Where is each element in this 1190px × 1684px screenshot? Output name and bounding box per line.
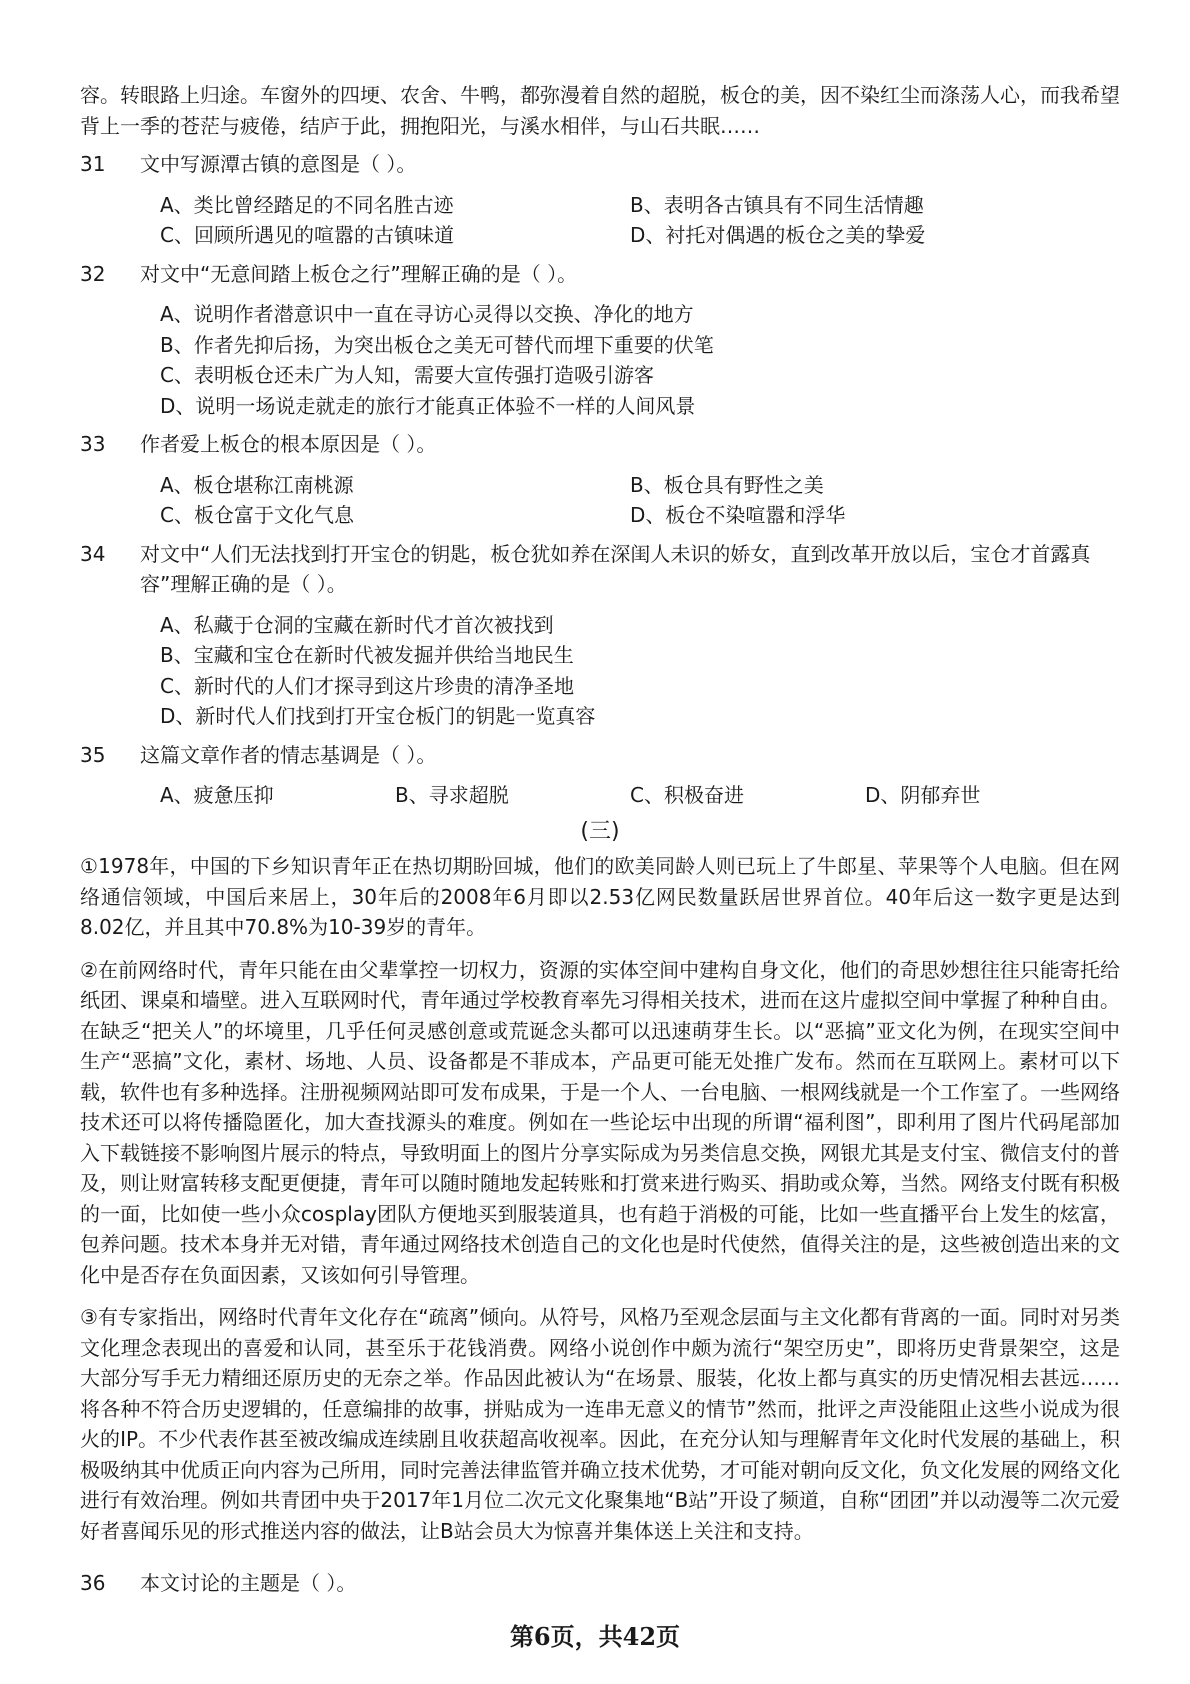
question-34 [80, 539, 1120, 600]
question-31 [80, 149, 1120, 180]
option-d: D、衬托对偶遇的板仓之美的挚爱 [630, 223, 926, 247]
passage-paragraph-2: ②在前网络时代，青年只能在由父辈掌控一切权力，资源的实体空间中建构自身文化，他们的奇思妙想往往只能寄托给纸团、课桌和墙壁。进入互联网时代，青年通过学校教育率先习得相关技术，进而在这片虚拟空间中掌握了种种自由。在缺乏“把关人”的坏境里，几乎任何灵感创意或荒诞念头都可以迅速萌芽生长。以“恶搞”亚文化为例，在现实空间中生产“恶搞”文化，素材、场地、人员、设备都是不菲成本，产品更可能无处推广发布。然而在互联网上。素材可以下载，软件也有多种选择。注册视频网站即可发布成果，于是一个人、一台电脑、一根网线就是一个工作室了。一些网络技术还可以将传播隐匿化，加大查找源头的难度。例如在一些论坛中出现的所谓“福利图”，即利用了图片代码尾部加入下载链接不影响图片展示的特点，导致明面上的图片分享实际成为另类信息交换，网银尤其是支付宝、微信支付的普及，则让财富转移支配更便捷，青年可以随时随地发起转账和打赏来进行购买、捐助或众筹，当然。网络支付既有积极的一面，比如使一些小众cosplay团队方便地买到服装道具，也有趋于消极的可能，比如一些直播平台上发生的炫富，包养问题。技术本身并无对错，青年通过网络技术创造自己的文化也是时代使然，值得关注的是，这些被创造出来的文化中是否存在负面因素，又该如何引导管理。 [80, 957, 1120, 1287]
option-c: C、表明板仓还未广为人知，需要大宣传强打造吸引游客 [160, 363, 654, 387]
option-d: D、阴郁弃世 [865, 783, 981, 807]
option-b: B、作者先抑后扬，为突出板仓之美无可替代而埋下重要的伏笔 [160, 332, 714, 357]
question-33-options [80, 470, 1120, 531]
option-c: C、板仓富于文化气息 [160, 503, 354, 527]
option-b: B、板仓具有野性之美 [630, 472, 824, 497]
question-number: 36 [80, 1571, 106, 1595]
question-32 [80, 259, 1120, 290]
question-stem: 对文中“人们无法找到打开宝仓的钥匙，板仓犹如养在深闺人未识的娇女，直到改革开放以后，宝仓才首露真容”理解正确的是（ ）。 [140, 541, 1091, 596]
option-a: A、类比曾经踏足的不同名胜古迹 [160, 192, 454, 217]
option-a: A、私藏于仓洞的宝藏在新时代才首次被找到 [160, 612, 554, 637]
question-31-options [80, 190, 1120, 251]
option-d: D、板仓不染喧嚣和浮华 [630, 503, 846, 527]
question-35-options [80, 780, 1120, 811]
option-b: B、宝藏和宝仓在新时代被发掘并供给当地民生 [160, 643, 574, 667]
question-number: 31 [80, 152, 106, 176]
passage-paragraph-3: ③有专家指出，网络时代青年文化存在“疏离”倾向。从符号，风格乃至观念层面与主文化都有背离的一面。同时对另类文化理念表现出的喜爱和认同，甚至乐于花钱消费。网络小说创作中颇为流行“架空历史”，即将历史背景架空，这是大部分写手无力精细还原历史的无奈之举。作品因此被认为“在场景、服装，化妆上都与真实的历史情况相去甚远……将各种不符合历史逻辑的，任意编排的故事，拼贴成为一连串无意义的情节”然而，批评之声没能阻止这些小说成为很火的IP。不少代表作甚至被改编成连续剧且收获超高收视率。因此，在充分认知与理解青年文化时代发展的基础上，积极吸纳其中优质正向内容为己所用，同时完善法律监管并确立技术优势，才可能对朝向反文化，负文化发展的网络文化进行有效治理。例如共青团中央于2017年1月位二次元文化聚集地“B站”开设了频道，自称“团团”并以动漫等二次元爱好者喜闻乐见的形式推送内容的做法，让B站会员大为惊喜并集体送上关注和支持。 [80, 1305, 1120, 1543]
question-stem: 这篇文章作者的情志基调是（ ）。 [140, 742, 437, 767]
option-c: C、新时代的人们才探寻到这片珍贵的清净圣地 [160, 673, 574, 698]
question-number: 35 [80, 742, 106, 767]
option-c: C、回顾所遇见的喧嚣的古镇味道 [160, 223, 454, 247]
option-a: A、板仓堪称江南桃源 [160, 472, 354, 497]
option-d: D、说明一场说走就走的旅行才能真正体验不一样的人间风景 [160, 393, 696, 418]
option-c: C、积极奋进 [630, 783, 744, 807]
option-b: B、寻求超脱 [395, 783, 509, 807]
passage-paragraph-1: ①1978年，中国的下乡知识青年正在热切期盼回城，他们的欧美同龄人则已玩上了牛郎星、苹果等个人电脑。但在网络通信领域，中国后来居上，30年后的2008年6月即以2.53亿网民数量跃居世界首位。40年后这一数字更是达到8.02亿，并且其中70.8%为10-39岁的青年。 [80, 854, 1120, 939]
question-number: 34 [80, 541, 106, 566]
question-35 [80, 740, 1120, 771]
question-number: 32 [80, 261, 106, 286]
question-stem: 文中写源潭古镇的意图是（ ）。 [140, 152, 417, 176]
question-stem: 对文中“无意间踏上板仓之行”理解正确的是（ ）。 [140, 261, 578, 286]
option-a: A、说明作者潜意识中一直在寻访心灵得以交换、净化的地方 [160, 302, 694, 326]
option-a: A、疲惫压抑 [160, 783, 274, 807]
question-36 [80, 1568, 1120, 1599]
question-32-options [80, 299, 1120, 421]
question-stem: 作者爱上板仓的根本原因是（ ）。 [140, 432, 437, 456]
question-number: 33 [80, 432, 106, 456]
question-stem: 本文讨论的主题是（ ）。 [140, 1571, 357, 1595]
page-footer: 第6页，共42页 [509, 1622, 681, 1651]
option-d: D、新时代人们找到打开宝仓板门的钥匙一览真容 [160, 704, 596, 728]
question-33 [80, 429, 1120, 460]
option-b: B、表明各古镇具有不同生活情趣 [630, 192, 924, 217]
intro-paragraph: 容。转眼路上归途。车窗外的四埂、农舍、牛鸭，都弥漫着自然的超脱，板仓的美，因不染红尘而涤荡人心，而我希望背上一季的苍茫与疲倦，结庐于此，拥抱阳光，与溪水相伴，与山石共眠…… [80, 83, 1120, 138]
exam-page [80, 80, 1120, 1599]
question-34-options [80, 610, 1120, 732]
section-title: (三) [580, 818, 620, 844]
